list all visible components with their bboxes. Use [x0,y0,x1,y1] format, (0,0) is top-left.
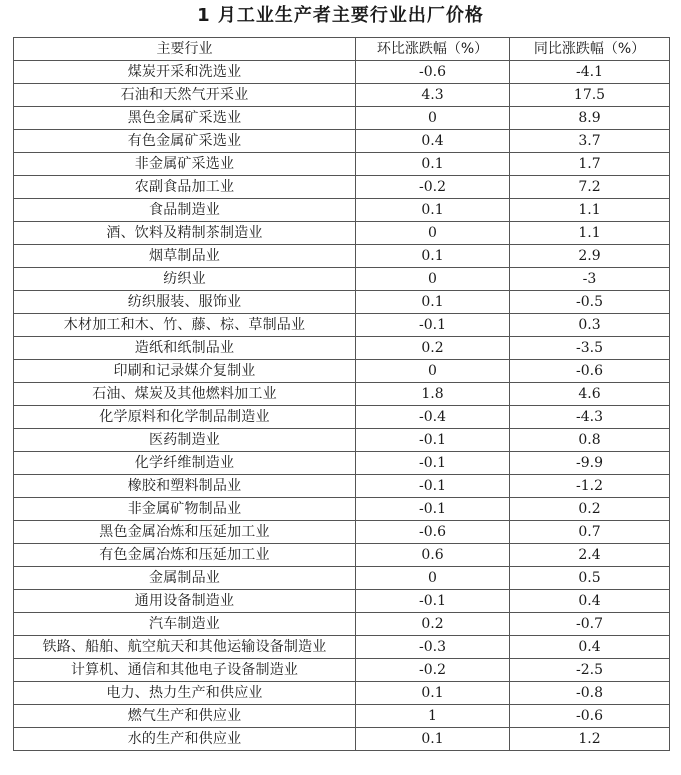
mom-change-cell: 0 [356,107,510,130]
industry-name-cell: 黑色金属矿采选业 [14,107,356,130]
mom-change-cell: 0 [356,222,510,245]
column-header-mom-change: 环比涨跌幅（%） [356,38,510,61]
yoy-change-cell: 0.7 [510,521,670,544]
table-row [14,383,670,406]
table-row [14,521,670,544]
yoy-change-cell: 1.1 [510,199,670,222]
yoy-change-cell: -0.5 [510,291,670,314]
yoy-change-cell: 0.5 [510,567,670,590]
table-row [14,130,670,153]
mom-change-cell: 0.2 [356,613,510,636]
mom-change-cell: 0 [356,268,510,291]
industry-name-cell: 水的生产和供应业 [14,728,356,751]
industry-name-cell: 木材加工和木、竹、藤、棕、草制品业 [14,314,356,337]
mom-change-cell: 0.2 [356,337,510,360]
yoy-change-cell: 0.8 [510,429,670,452]
mom-change-cell: 0.6 [356,544,510,567]
yoy-change-cell: 3.7 [510,130,670,153]
mom-change-cell: -0.2 [356,659,510,682]
industry-name-cell: 非金属矿采选业 [14,153,356,176]
industry-price-table [13,37,670,751]
yoy-change-cell: 2.4 [510,544,670,567]
mom-change-cell: 1 [356,705,510,728]
table-body [14,61,670,751]
table-row [14,544,670,567]
table-row [14,314,670,337]
industry-name-cell: 燃气生产和供应业 [14,705,356,728]
mom-change-cell: -0.6 [356,61,510,84]
table-row [14,245,670,268]
mom-change-cell: 0 [356,360,510,383]
industry-name-cell: 医药制造业 [14,429,356,452]
column-header-industry: 主要行业 [14,38,356,61]
yoy-change-cell: 0.2 [510,498,670,521]
industry-name-cell: 铁路、船舶、航空航天和其他运输设备制造业 [14,636,356,659]
industry-name-cell: 纺织服装、服饰业 [14,291,356,314]
table-row [14,61,670,84]
yoy-change-cell: 2.9 [510,245,670,268]
table-row [14,222,670,245]
industry-name-cell: 金属制品业 [14,567,356,590]
industry-name-cell: 通用设备制造业 [14,590,356,613]
table-row [14,360,670,383]
yoy-change-cell: 1.2 [510,728,670,751]
yoy-change-cell: -4.1 [510,61,670,84]
table-row [14,659,670,682]
yoy-change-cell: -9.9 [510,452,670,475]
yoy-change-cell: 0.3 [510,314,670,337]
mom-change-cell: 0.1 [356,291,510,314]
mom-change-cell: -0.1 [356,452,510,475]
mom-change-cell: -0.1 [356,314,510,337]
yoy-change-cell: 4.6 [510,383,670,406]
industry-name-cell: 电力、热力生产和供应业 [14,682,356,705]
industry-name-cell: 烟草制品业 [14,245,356,268]
table-row [14,705,670,728]
column-header-yoy-change: 同比涨跌幅（%） [510,38,670,61]
industry-name-cell: 食品制造业 [14,199,356,222]
table-row [14,498,670,521]
yoy-change-cell: -0.6 [510,360,670,383]
yoy-change-cell: -3 [510,268,670,291]
mom-change-cell: -0.3 [356,636,510,659]
yoy-change-cell: 0.4 [510,590,670,613]
industry-name-cell: 酒、饮料及精制茶制造业 [14,222,356,245]
industry-name-cell: 化学原料和化学制品制造业 [14,406,356,429]
table-row [14,475,670,498]
industry-name-cell: 有色金属矿采选业 [14,130,356,153]
table-row [14,199,670,222]
mom-change-cell: -0.2 [356,176,510,199]
industry-name-cell: 纺织业 [14,268,356,291]
table-row [14,107,670,130]
table-row [14,636,670,659]
yoy-change-cell: 0.4 [510,636,670,659]
mom-change-cell: 0.1 [356,728,510,751]
industry-name-cell: 汽车制造业 [14,613,356,636]
mom-change-cell: 0.1 [356,245,510,268]
mom-change-cell: -0.1 [356,498,510,521]
mom-change-cell: 0.1 [356,682,510,705]
page-title: 1 月工业生产者主要行业出厂价格 [197,5,484,26]
yoy-change-cell: -2.5 [510,659,670,682]
industry-name-cell: 造纸和纸制品业 [14,337,356,360]
mom-change-cell: -0.1 [356,475,510,498]
table-row [14,337,670,360]
industry-name-cell: 石油、煤炭及其他燃料加工业 [14,383,356,406]
yoy-change-cell: 8.9 [510,107,670,130]
yoy-change-cell: -3.5 [510,337,670,360]
table-row [14,176,670,199]
mom-change-cell: 4.3 [356,84,510,107]
yoy-change-cell: 1.1 [510,222,670,245]
industry-name-cell: 石油和天然气开采业 [14,84,356,107]
mom-change-cell: -0.4 [356,406,510,429]
yoy-change-cell: 7.2 [510,176,670,199]
yoy-change-cell: -0.7 [510,613,670,636]
industry-name-cell: 煤炭开采和洗选业 [14,61,356,84]
industry-name-cell: 农副食品加工业 [14,176,356,199]
table-header-row [14,38,670,61]
yoy-change-cell: -4.3 [510,406,670,429]
table-row [14,84,670,107]
table-row [14,590,670,613]
table-row [14,728,670,751]
industry-name-cell: 橡胶和塑料制品业 [14,475,356,498]
yoy-change-cell: 1.7 [510,153,670,176]
table-row [14,452,670,475]
table-row [14,567,670,590]
yoy-change-cell: -0.6 [510,705,670,728]
mom-change-cell: 0 [356,567,510,590]
mom-change-cell: -0.1 [356,590,510,613]
yoy-change-cell: 17.5 [510,84,670,107]
mom-change-cell: 1.8 [356,383,510,406]
mom-change-cell: -0.1 [356,429,510,452]
industry-name-cell: 化学纤维制造业 [14,452,356,475]
table-row [14,406,670,429]
industry-name-cell: 印刷和记录媒介复制业 [14,360,356,383]
mom-change-cell: 0.1 [356,199,510,222]
table-row [14,153,670,176]
yoy-change-cell: -0.8 [510,682,670,705]
industry-name-cell: 黑色金属冶炼和压延加工业 [14,521,356,544]
table-row [14,682,670,705]
mom-change-cell: -0.6 [356,521,510,544]
mom-change-cell: 0.1 [356,153,510,176]
table-row [14,291,670,314]
mom-change-cell: 0.4 [356,130,510,153]
industry-name-cell: 非金属矿物制品业 [14,498,356,521]
table-row [14,613,670,636]
industry-name-cell: 有色金属冶炼和压延加工业 [14,544,356,567]
yoy-change-cell: -1.2 [510,475,670,498]
table-row [14,268,670,291]
industry-name-cell: 计算机、通信和其他电子设备制造业 [14,659,356,682]
table-row [14,429,670,452]
